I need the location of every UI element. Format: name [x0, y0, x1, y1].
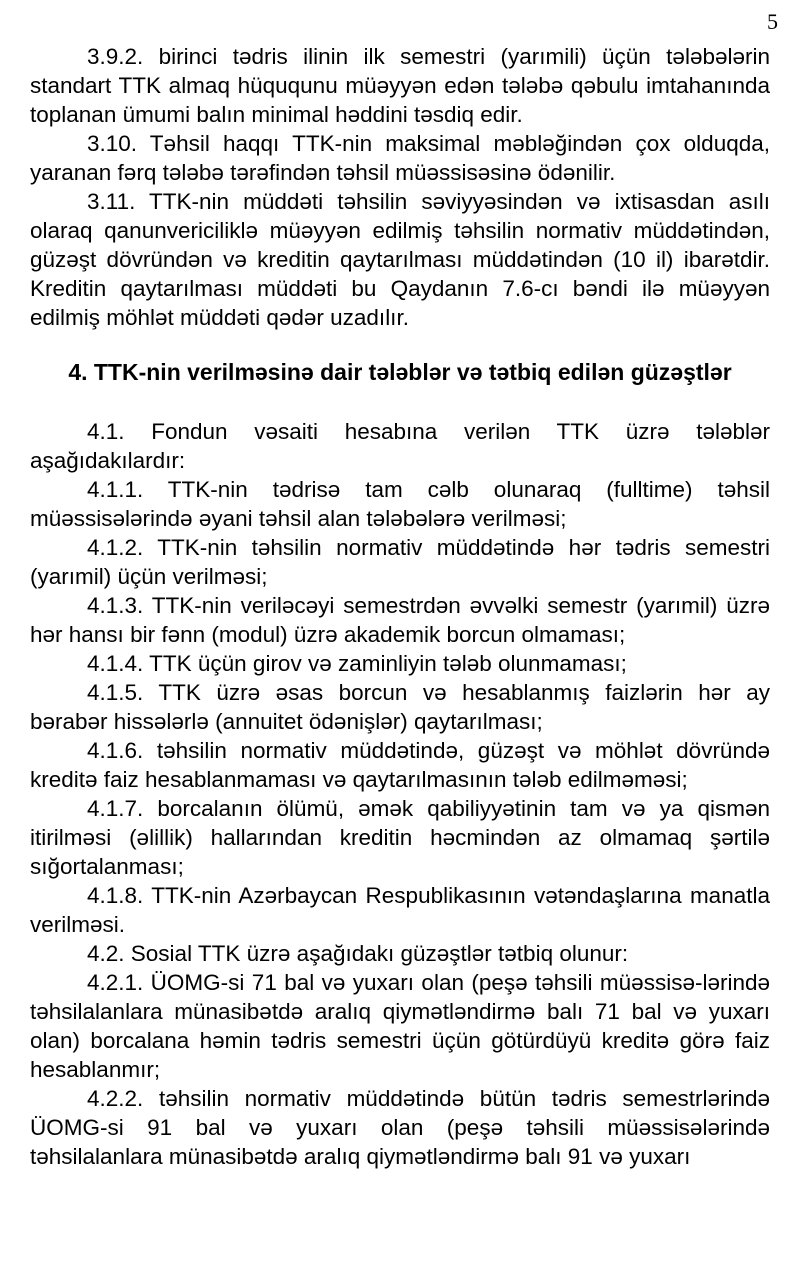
page-number: 5 [767, 9, 778, 34]
paragraph-4-2-2: 4.2.2. təhsilin normativ müddətində bütün tədris semestrlərində ÜOMG-si 91 bal və yuxarı olan (peşə təhsili müəssisələrində təhsilalanlara münasibətdə aralıq qiymətləndirmə balı 91 və yuxarı [30, 1086, 770, 1169]
paragraph-4-1-6: 4.1.6. təhsilin normativ müddətində, güzəşt və möhlət dövründə kreditə faiz hesablanmaması və qaytarılmasının tələb edilməməsi; [30, 738, 770, 792]
paragraph-3-10: 3.10. Təhsil haqqı TTK-nin maksimal məbləğindən çox olduqda, yaranan fərq tələbə tərəfindən təhsil müəssisəsinə ödənilir. [30, 131, 770, 185]
paragraph-3-11: 3.11. TTK-nin müddəti təhsilin səviyyəsindən və ixtisasdan asılı olaraq qanunvericiliklə müəyyən edilmiş təhsilin normativ müddətindən, güzəşt dövründən və kreditin qaytarılması müddətindən (10 il) ibarətdir. Kreditin qaytarılması müddəti bu Qaydanın 7.6-cı bəndi ilə müəyyən edilmiş möhlət müddəti qədər uzadılır. [30, 189, 770, 330]
paragraph-4-1-7: 4.1.7. borcalanın ölümü, əmək qabiliyyətinin tam və ya qismən itirilməsi (əlillik) hallarından kreditin həcmindən az olmamaq şərtilə sığortalanması; [30, 796, 770, 879]
paragraph-4-2-1: 4.2.1. ÜOMG-si 71 bal və yuxarı olan (peşə təhsili müəssisə-lərində təhsilalanlara münasibətdə aralıq qiymətləndirmə balı 71 bal və yuxarı olan) borcalana həmin tədris semestri üçün götürdüyü kreditə görə faiz hesablanmır; [30, 970, 770, 1082]
paragraph-4-1-1: 4.1.1. TTK-nin tədrisə tam cəlb olunaraq (fulltime) təhsil müəssisələrində əyani təhsil alan tələbələrə verilməsi; [30, 477, 770, 531]
paragraph-4-1-8: 4.1.8. TTK-nin Azərbaycan Respublikasının vətəndaşlarına manatla verilməsi. [30, 883, 770, 937]
paragraph-4-1-5: 4.1.5. TTK üzrə əsas borcun və hesablanmış faizlərin hər ay bərabər hissələrlə (annuitet ödənişlər) qaytarılması; [30, 680, 770, 734]
document-content [30, 42, 770, 1171]
paragraph-4-1: 4.1. Fondun vəsaiti hesabına verilən TTK üzrə tələblər aşağıdakılardır: [30, 419, 770, 473]
paragraph-4-1-3: 4.1.3. TTK-nin veriləcəyi semestrdən əvvəlki semestr (yarımil) üzrə hər hansı bir fənn (modul) üzrə akademik borcun olmaması; [30, 593, 770, 647]
paragraph-3-9-2: 3.9.2. birinci tədris ilinin ilk semestri (yarımili) üçün tələbələrin standart TTK almaq hüququnu müəyyən edən tələbə qəbulu imtahanında toplanan ümumi balın minimal həddini təsdiq edir. [30, 44, 770, 127]
section-heading: 4. TTK-nin verilməsinə dair tələblər və tətbiq edilən güzəştlər [68, 359, 732, 385]
paragraph-4-1-2: 4.1.2. TTK-nin təhsilin normativ müddətində hər tədris semestri (yarımil) üçün verilməsi; [30, 535, 770, 589]
paragraph-4-2: 4.2. Sosial TTK üzrə aşağıdakı güzəştlər tətbiq olunur: [87, 941, 629, 966]
paragraph-4-1-4: 4.1.4. TTK üçün girov və zaminliyin tələb olunmaması; [87, 651, 627, 676]
